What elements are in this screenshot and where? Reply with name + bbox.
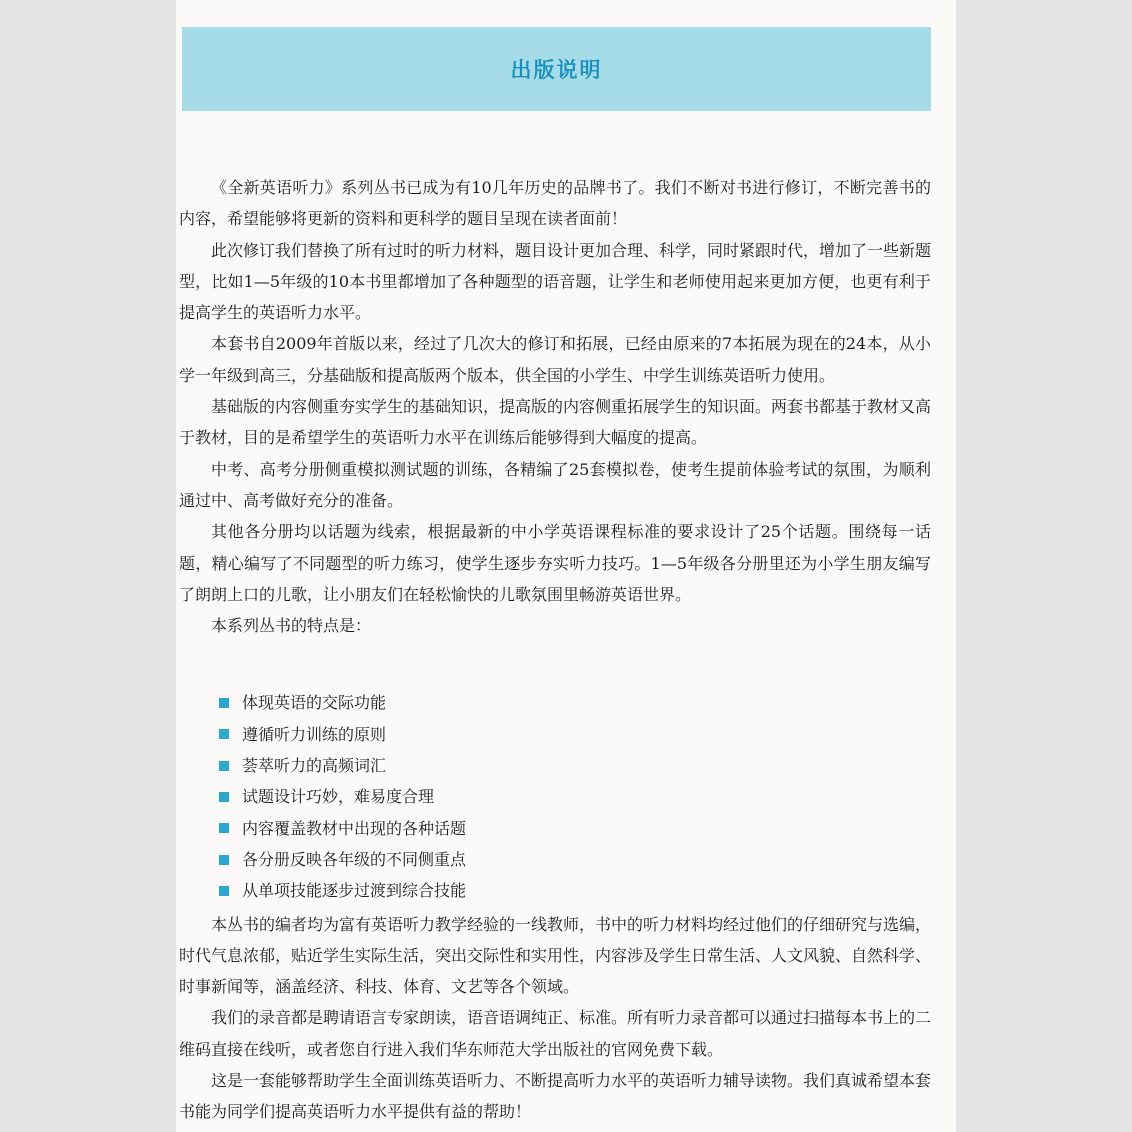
feature-item (179, 813, 931, 844)
feature-item (179, 719, 931, 750)
square-bullet-icon (219, 761, 229, 771)
feature-text: 各分册反映各年级的不同侧重点 (242, 849, 467, 869)
feature-item (179, 750, 931, 781)
feature-text: 试题设计巧妙，难易度合理 (242, 787, 435, 807)
square-bullet-icon (219, 729, 229, 739)
title-banner (182, 27, 931, 111)
feature-item (179, 687, 931, 718)
square-bullet-icon (219, 698, 229, 708)
feature-item (179, 844, 931, 875)
paragraph: 其他各分册均以话题为线索，根据最新的中小学英语课程标准的要求设计了25个话题。围绕每一话题，精心编写了不同题型的听力练习，使学生逐步夯实听力技巧。1—5年级各分册里还为小学生朋友编写了朗朗上口的儿歌，让小朋友们在轻松愉快的儿歌氛围里畅游英语世界。 (179, 522, 931, 604)
paragraph: 我们的录音都是聘请语言专家朗读，语音语调纯正、标准。所有听力录音都可以通过扫描每本书上的二维码直接在线听，或者您自行进入我们华东师范大学出版社的官网免费下载。 (179, 1008, 932, 1059)
feature-item (179, 781, 931, 812)
paragraph: 这是一套能够帮助学生全面训练英语听力、不断提高听力水平的英语听力辅导读物。我们真诚希望本套书能为同学们提高英语听力水平提供有益的帮助！ (179, 1071, 932, 1122)
paragraph: 本丛书的编者均为富有英语听力教学经验的一线教师，书中的听力材料均经过他们的仔细研究与选编，时代气息浓郁，贴近学生实际生活，突出交际性和实用性，内容涉及学生日常生活、人文风貌、自然科学、时事新闻等，涵盖经济、科技、体育、文艺等各个领域。 (179, 914, 932, 997)
page-content (179, 172, 931, 1128)
square-bullet-icon (219, 792, 229, 802)
paragraph: 《全新英语听力》系列丛书已成为有10几年历史的品牌书了。我们不断对书进行修订，不断完善书的内容，希望能够将更新的资料和更科学的题目呈现在读者面前！ (179, 178, 931, 229)
page-title: 出版说明 (510, 58, 603, 82)
paragraph: 本套书自2009年首版以来，经过了几次大的修订和拓展，已经由原来的7本拓展为现在的24本，从小学一年级到高三，分基础版和提高版两个版本，供全国的小学生、中学生训练英语听力使用。 (179, 334, 931, 385)
feature-text: 体现英语的交际功能 (242, 693, 387, 713)
feature-text: 遵循听力训练的原则 (242, 724, 387, 744)
feature-item (179, 875, 931, 906)
feature-list (179, 687, 931, 906)
feature-text: 内容覆盖教材中出现的各种话题 (242, 818, 467, 838)
paragraph: 中考、高考分册侧重模拟测试题的训练，各精编了25套模拟卷，使考生提前体验考试的氛围，为顺利通过中、高考做好充分的准备。 (179, 459, 931, 510)
square-bullet-icon (219, 823, 229, 833)
paragraph: 此次修订我们替换了所有过时的听力材料，题目设计更加合理、科学，同时紧跟时代，增加了一些新题型，比如1—5年级的10本书里都增加了各种题型的语音题，让学生和老师使用起来更加方便，也更有利于提高学生的英语听力水平。 (179, 240, 932, 323)
square-bullet-icon (219, 855, 229, 865)
book-page (176, 0, 956, 1132)
feature-text: 荟萃听力的高频词汇 (242, 756, 387, 776)
square-bullet-icon (219, 886, 229, 896)
paragraph: 基础版的内容侧重夯实学生的基础知识，提高版的内容侧重拓展学生的知识面。两套书都基于教材又高于教材，目的是希望学生的英语听力水平在训练后能够得到大幅度的提高。 (179, 397, 932, 448)
feature-text: 从单项技能逐步过渡到综合技能 (242, 881, 467, 901)
paragraph: 本系列丛书的特点是： (211, 616, 372, 636)
